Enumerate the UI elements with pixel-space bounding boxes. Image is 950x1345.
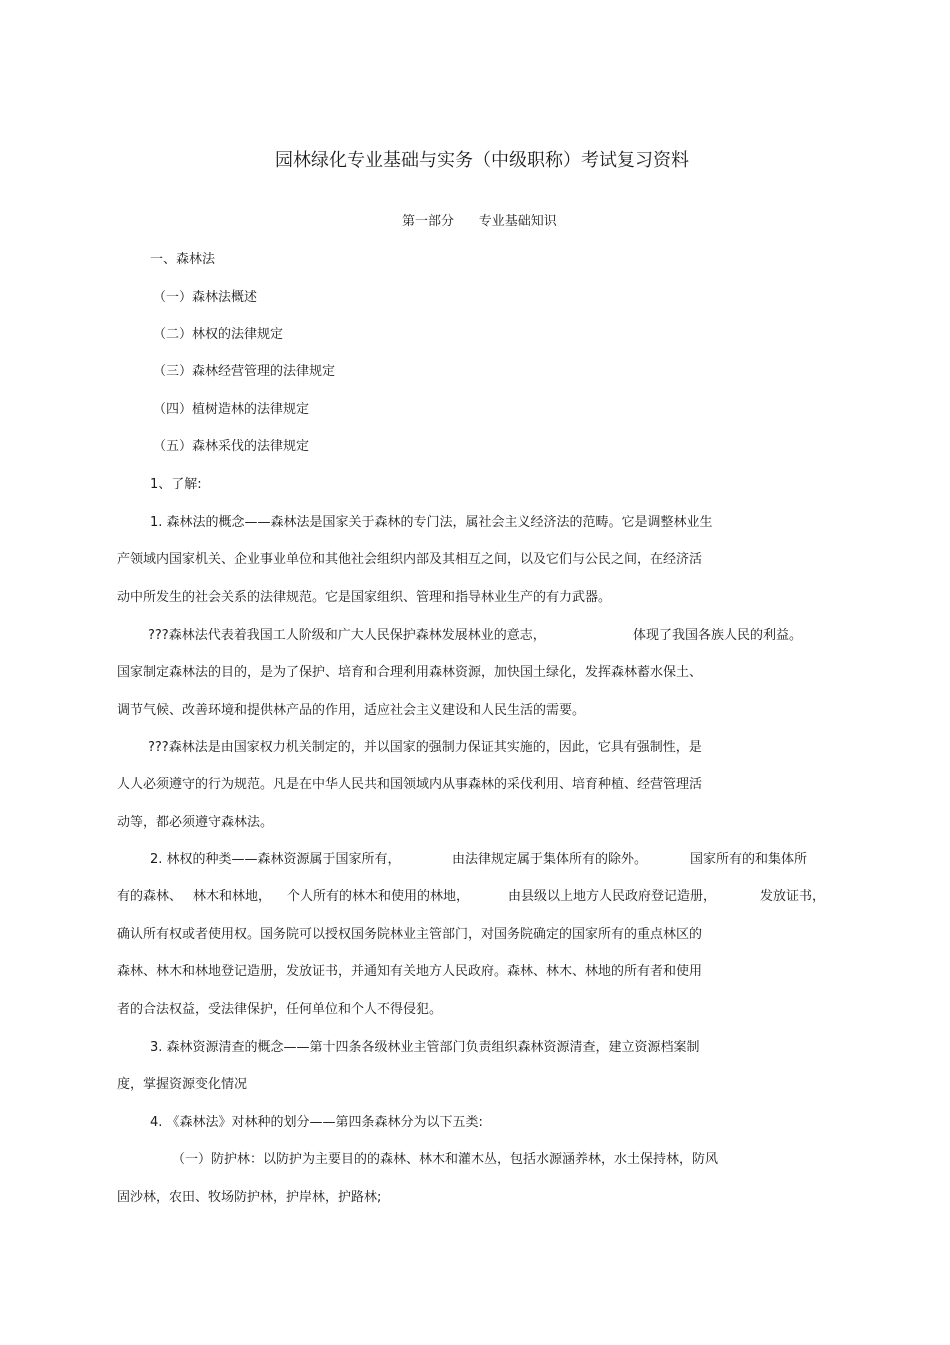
paragraph-line: 者的合法权益，受法律保护，任何单位和个人不得侵犯。 (117, 1002, 443, 1017)
paragraph-line: 动中所发生的社会关系的法律规范。它是国家组织、管理和指导林业生产的有力武器。 (117, 590, 612, 605)
paragraph-line: 森林、林木和林地登记造册，发放证书，并通知有关地方人民政府。森林、林木、林地的所有者和使用 (117, 964, 703, 979)
paragraph-line: 固沙林，农田、牧场防护林，护岸林，护路林; (117, 1190, 382, 1205)
paragraph-line: 林木和林地， (193, 889, 272, 904)
paragraph-line: ???森林法是由国家权力机关制定的，并以国家的强制力保证其实施的，因此，它具有强制性，是 (148, 740, 702, 755)
subsection-item: （二）林权的法律规定 (153, 327, 284, 342)
paragraph-line: 调节气候、改善环境和提供林产品的作用，适应社会主义建设和人民生活的需要。 (117, 703, 586, 718)
understand-heading: 1、了解: (150, 477, 202, 492)
paragraph-line: 4. 《森林法》对林种的划分——第四条森林分为以下五类: (150, 1115, 483, 1130)
subsection-item: （四）植树造林的法律规定 (153, 402, 310, 417)
paragraph-line: 由县级以上地方人民政府登记造册， (508, 889, 717, 904)
paragraph-line: 个人所有的林木和使用的林地， (287, 889, 470, 904)
section-heading: 一、森林法 (150, 252, 216, 267)
paragraph-line: 国家制定森林法的目的，是为了保护、培育和合理利用森林资源，加快国土绿化，发挥森林蓄水保土、 (117, 665, 703, 680)
paragraph-line: 度，掌握资源变化情况 (117, 1077, 248, 1092)
subsection-item: （五）森林采伐的法律规定 (153, 439, 310, 454)
paragraph-line: 3. 森林资源清查的概念——第十四条各级林业主管部门负责组织森林资源清查，建立资源档案制 (150, 1040, 700, 1055)
paragraph-line: ???森林法代表着我国工人阶级和广大人民保护森林发展林业的意志， (148, 628, 546, 643)
paragraph-line: 发放证书， (760, 889, 826, 904)
paragraph-line: 产领域内国家机关、企业事业单位和其他社会组织内部及其相互之间，以及它们与公民之间，在经济活 (117, 552, 703, 567)
part-heading: 第一部分 专业基础知识 (402, 214, 557, 229)
subsection-item: （三）森林经营管理的法律规定 (153, 364, 336, 379)
paragraph-line: 由法律规定属于集体所有的除外。 (452, 852, 648, 867)
paragraph-line: 有的森林、 (117, 889, 183, 904)
paragraph-line: （一）防护林：以防护为主要目的的森林、林木和灌木丛，包括水源涵养林，水土保持林，防风 (172, 1152, 719, 1167)
document-title: 园林绿化专业基础与实务（中级职称）考试复习资料 (275, 150, 689, 171)
paragraph-line: 2. 林权的种类——森林资源属于国家所有， (150, 852, 401, 867)
paragraph-line: 动等，都必须遵守森林法。 (117, 815, 274, 830)
paragraph-line: 国家所有的和集体所 (690, 852, 808, 867)
subsection-item: （一）森林法概述 (153, 290, 258, 305)
paragraph-line: 确认所有权或者使用权。国务院可以授权国务院林业主管部门，对国务院确定的国家所有的重点林区的 (117, 927, 703, 942)
paragraph-line: 体现了我国各族人民的利益。 (633, 628, 803, 643)
paragraph-line: 人人必须遵守的行为规范。凡是在中华人民共和国领域内从事森林的采伐利用、培育种植、经营管理活 (117, 777, 703, 792)
paragraph-line: 1. 森林法的概念——森林法是国家关于森林的专门法，属社会主义经济法的范畴。它是调整林业生 (150, 515, 713, 530)
